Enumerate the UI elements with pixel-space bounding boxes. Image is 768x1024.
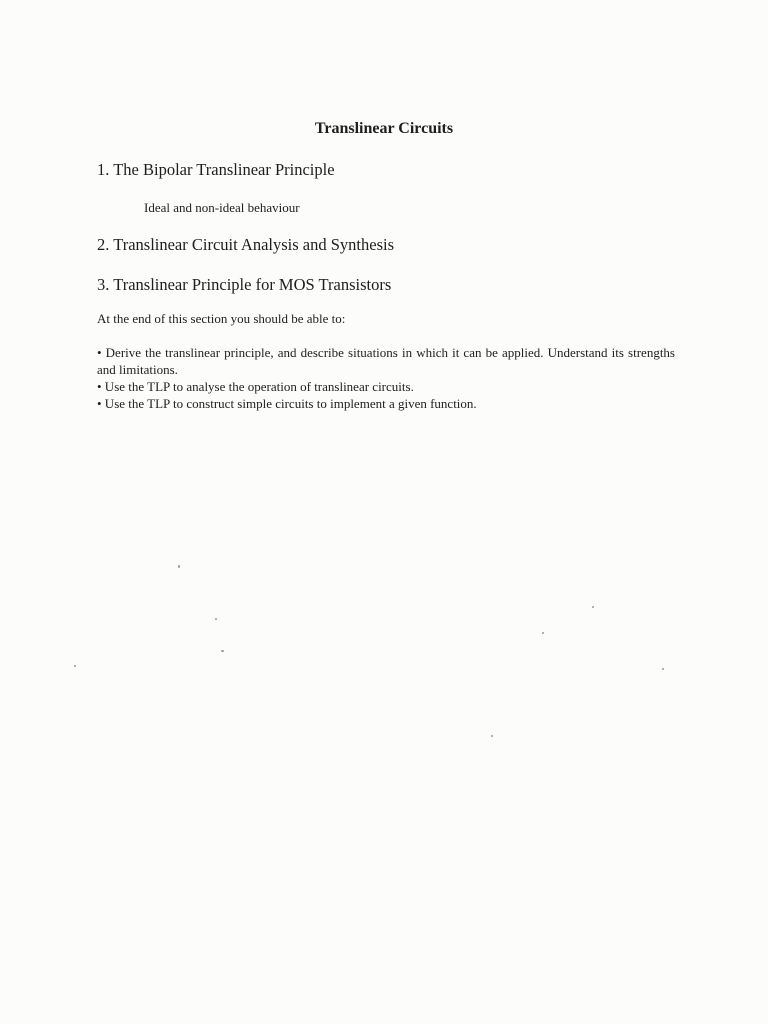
section-1-subitem: Ideal and non-ideal behaviour <box>144 200 300 215</box>
scan-speck <box>662 668 664 670</box>
scan-speck <box>491 735 493 737</box>
scan-speck <box>215 618 217 620</box>
scan-speck <box>221 650 224 652</box>
objectives-intro: At the end of this section you should be able to: <box>97 311 346 326</box>
scan-speck <box>592 606 594 608</box>
document-title-text: Translinear Circuits <box>314 120 454 137</box>
objective-item: • Use the TLP to construct simple circuits to implement a given function. <box>97 396 477 411</box>
objective-item: • Use the TLP to analyse the operation of translinear circuits. <box>97 379 414 394</box>
document-title <box>0 120 768 138</box>
section-heading-3: 3. Translinear Principle for MOS Transistors <box>97 275 392 294</box>
section-heading-1: 1. The Bipolar Translinear Principle <box>97 160 335 179</box>
scan-speck <box>542 632 544 634</box>
scan-speck <box>74 665 76 667</box>
objectives-list <box>97 344 675 412</box>
objective-item: • Derive the translinear principle, and describe situations in which it can be applied. Understand its strengths and limitations. <box>97 345 675 377</box>
scan-speck <box>178 565 180 568</box>
section-heading-2: 2. Translinear Circuit Analysis and Synthesis <box>97 235 394 254</box>
